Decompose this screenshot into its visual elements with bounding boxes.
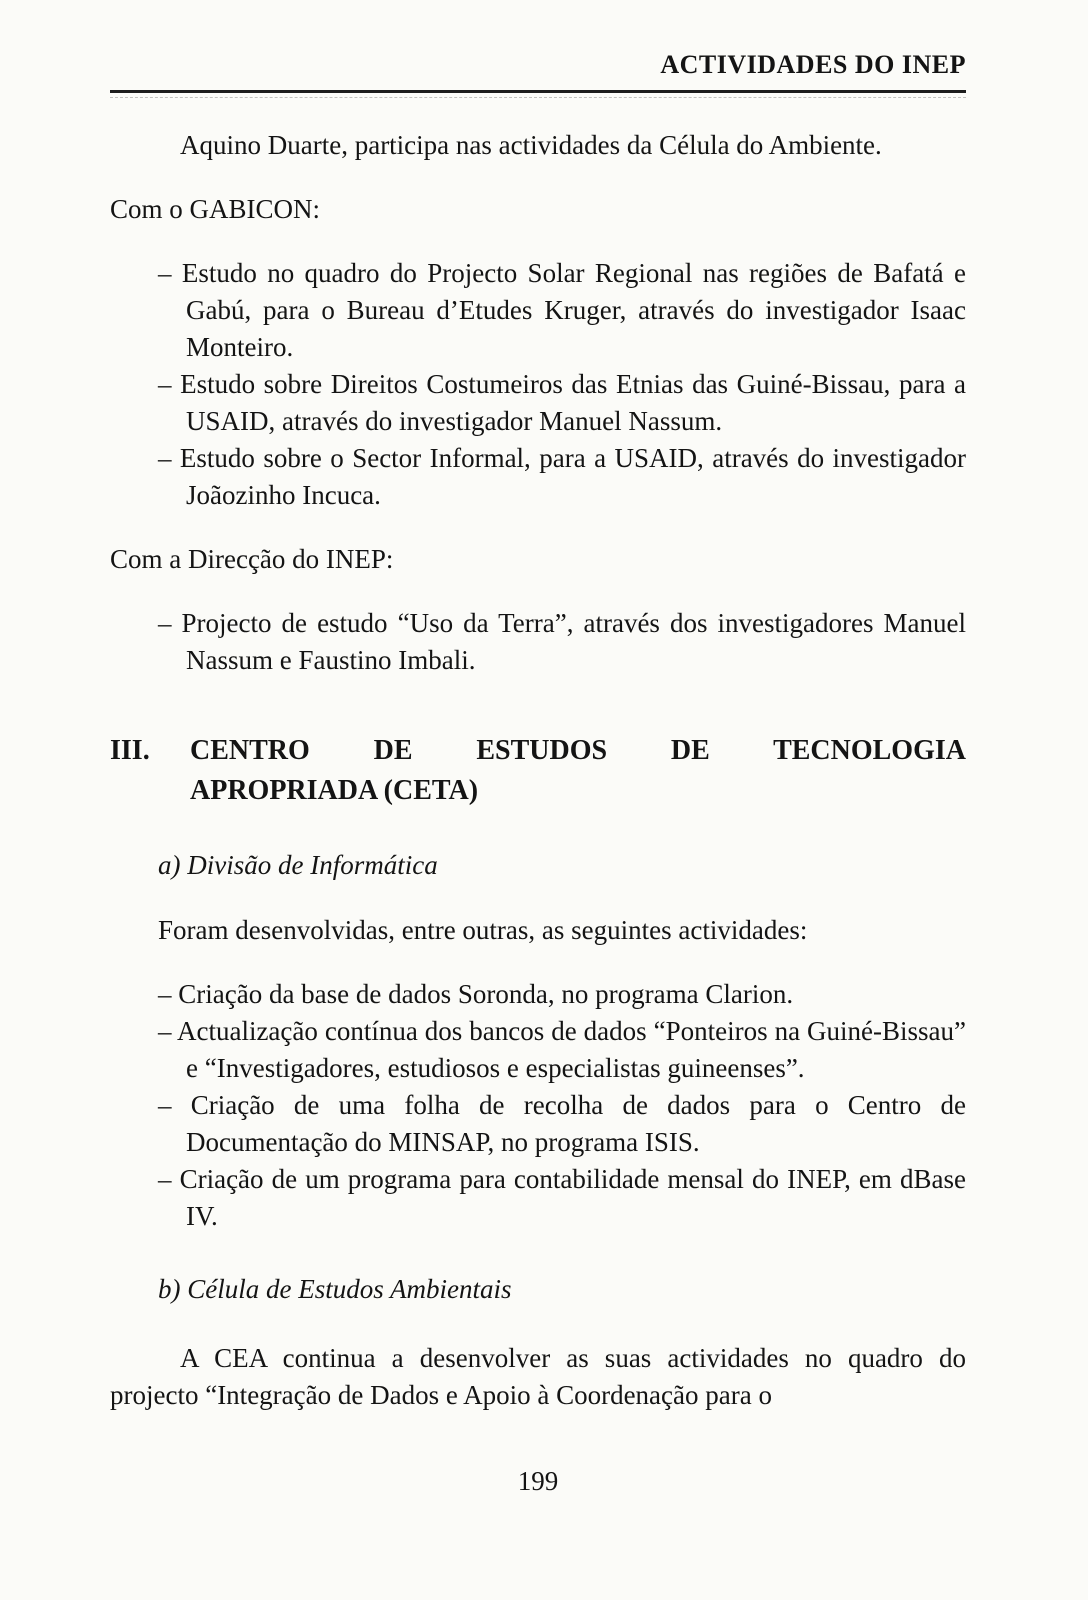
subheading-a: a) Divisão de Informática	[158, 850, 438, 880]
list-item: – Actualização contínua dos bancos de dados “Ponteiros na Guiné-Bissau” e “Investigadores, estudiosos e especialistas guineenses”.	[158, 1016, 966, 1083]
list-item: – Estudo sobre o Sector Informal, para a USAID, através do investigador Joãozinho Incuca.	[158, 443, 966, 510]
section-heading	[110, 731, 966, 811]
list-item: – Criação de uma folha de recolha de dados para o Centro de Documentação do MINSAP, no programa ISIS.	[158, 1090, 966, 1157]
page-content	[110, 0, 966, 1414]
section-title-line1: CENTRO DE ESTUDOS DE TECNOLOGIA	[190, 735, 966, 766]
body-text	[110, 127, 966, 1414]
list-item: – Criação de um programa para contabilidade mensal do INEP, em dBase IV.	[158, 1164, 966, 1231]
section-number: III.	[110, 735, 150, 766]
subheading-b: b) Célula de Estudos Ambientais	[158, 1274, 512, 1304]
section-title	[190, 731, 966, 811]
section-title-line2: APROPRIADA (CETA)	[190, 775, 479, 806]
direccao-list	[158, 605, 966, 679]
direccao-label: Com a Direcção do INEP:	[110, 544, 394, 574]
gabicon-list	[158, 255, 966, 514]
informatica-list	[158, 976, 966, 1235]
list-item: – Criação da base de dados Soronda, no programa Clarion.	[158, 979, 794, 1009]
list-item: – Estudo sobre Direitos Costumeiros das Etnias das Guiné-Bissau, para a USAID, através do investigador Manuel Nassum.	[158, 369, 966, 436]
informatica-intro: Foram desenvolvidas, entre outras, as seguintes actividades:	[158, 915, 808, 945]
intro-paragraph: Aquino Duarte, participa nas actividades da Célula do Ambiente.	[180, 130, 882, 160]
running-header: ACTIVIDADES DO INEP	[660, 50, 966, 79]
cea-paragraph: A CEA continua a desenvolver as suas actividades no quadro do projecto “Integração de Dados e Apoio à Coordenação para o	[110, 1343, 966, 1410]
list-item: – Estudo no quadro do Projecto Solar Regional nas regiões de Bafatá e Gabú, para o Bureau d’Etudes Kruger, através do investigador Isaac Monteiro.	[158, 258, 966, 362]
gabicon-label: Com o GABICON:	[110, 194, 321, 224]
header-rule	[110, 90, 966, 93]
list-item: – Projecto de estudo “Uso da Terra”, através dos investigadores Manuel Nassum e Faustino Imbali.	[158, 608, 966, 675]
page-number: 199	[517, 1466, 559, 1496]
